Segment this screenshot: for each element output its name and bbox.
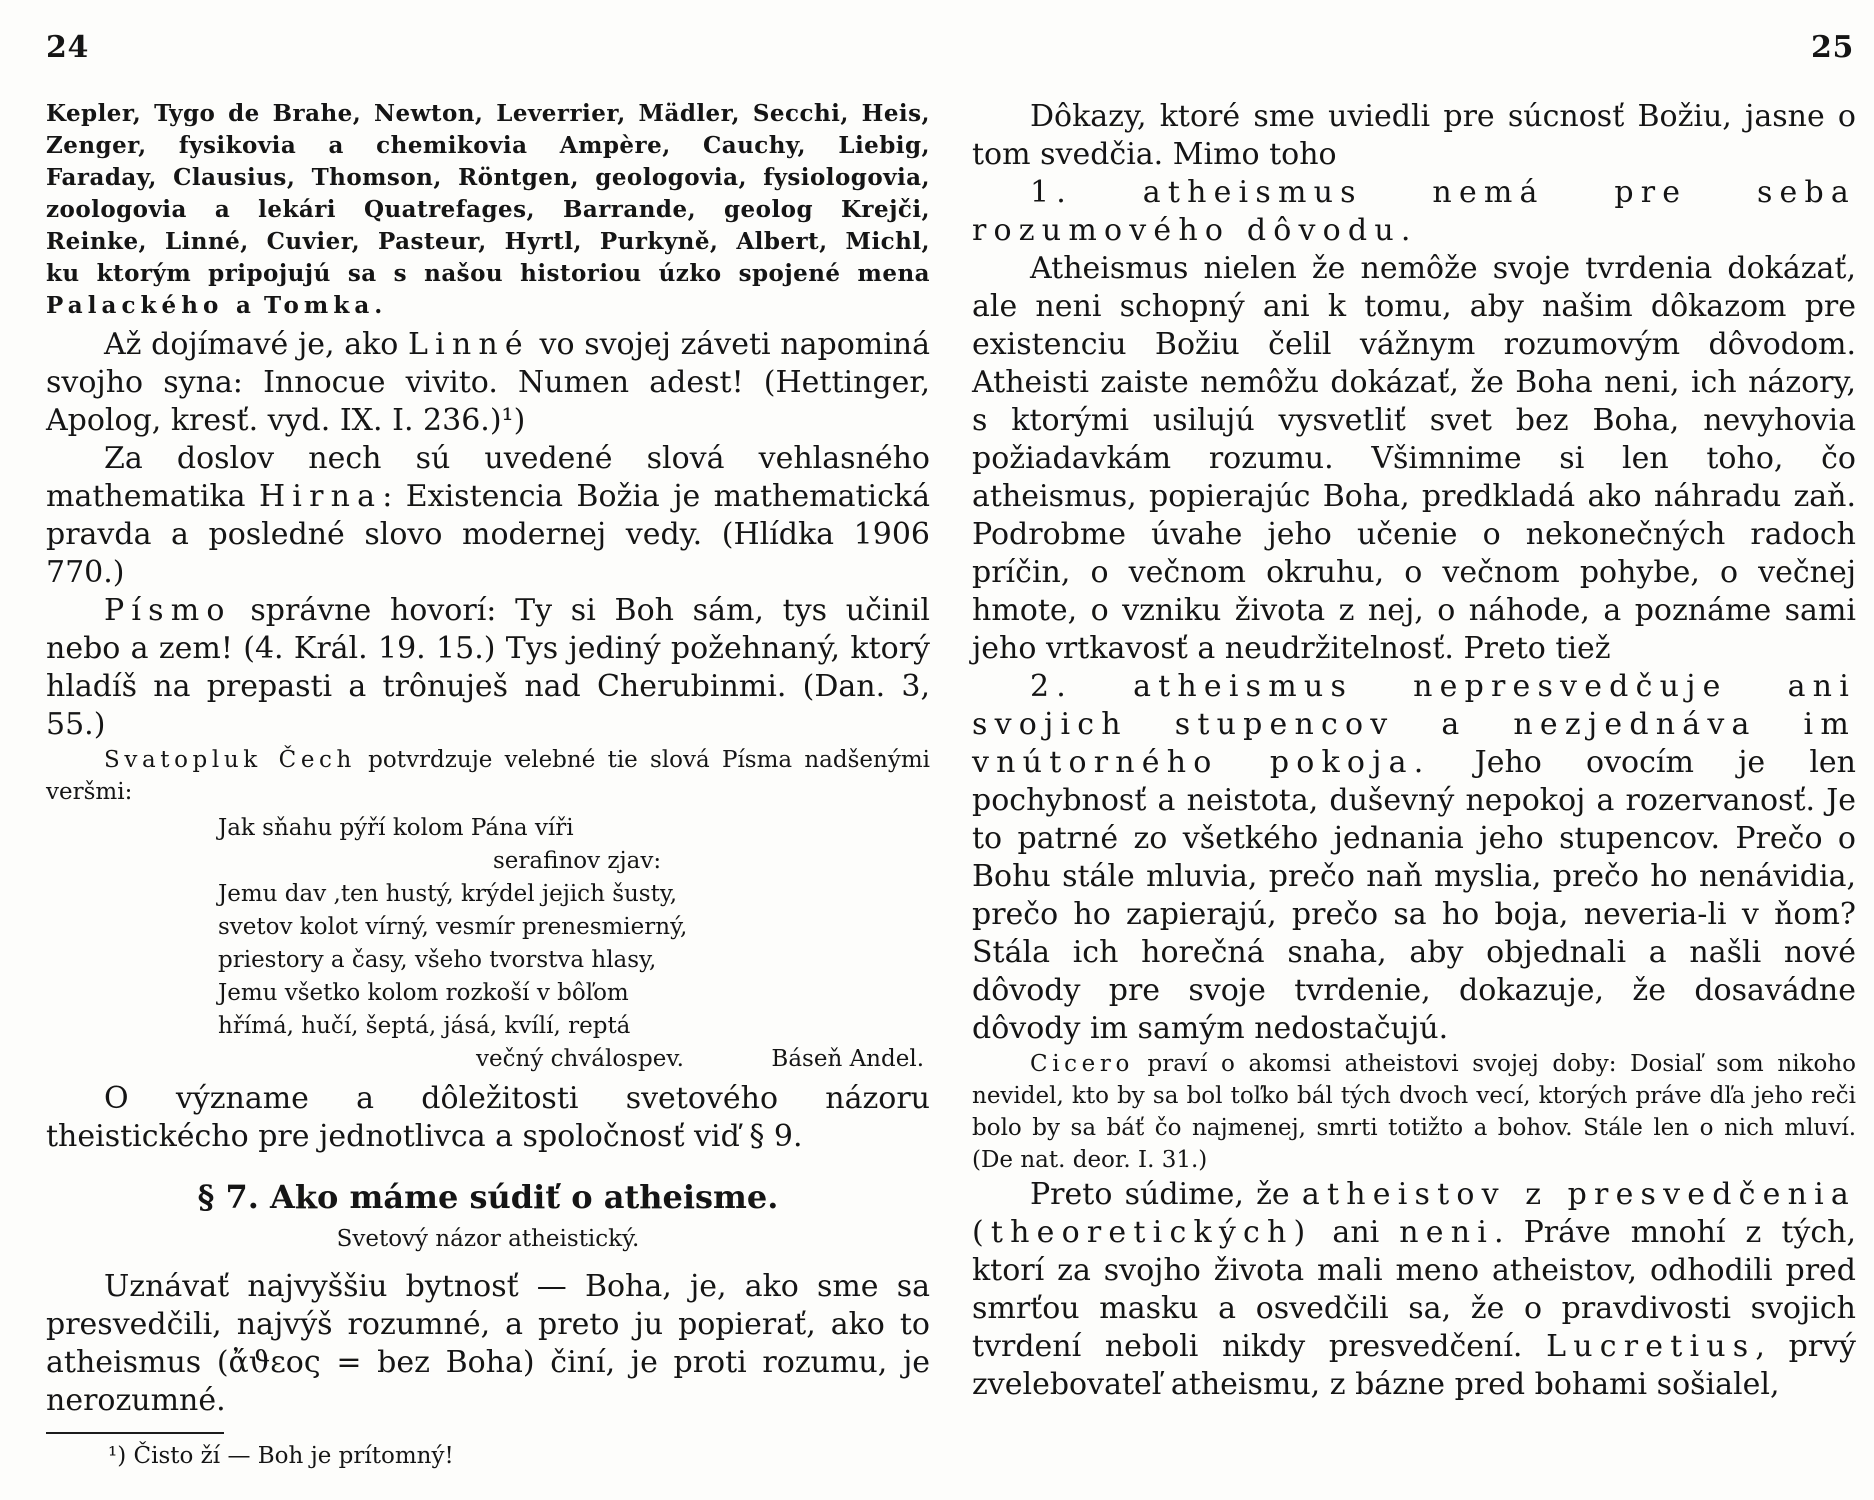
text-segment: O význame a dôležitosti svetového názoru theistickécho pre jednotlivca a spoločnosť viď § 9. [46, 1081, 930, 1154]
verse-line [218, 1010, 930, 1043]
text-segment: Dôkazy, ktoré sme uviedli pre súcnosť Božiu, jasne o tom svedčia. Mimo toho [972, 99, 1856, 172]
spaced-text-segment: Hirna [258, 479, 383, 514]
verse-line [218, 845, 930, 878]
body-paragraph [972, 250, 1856, 668]
spaced-text-segment: atheistov z presvedčenia [1301, 1177, 1856, 1212]
spaced-text-segment: Tomka [263, 292, 375, 319]
spaced-text-segment: (theoretických) [972, 1215, 1313, 1250]
text-segment: Kepler, Tygo de Brahe, Newton, Leverrier, Mädler, Secchi, Heis, Zenger, fysikovia a chemikovia Ampère, Cauchy, Liebig, Faraday, Clausius, Thomson, Röntgen, geologovia, fysiologovia, zoologovia a lekári Quatrefages, Barrande, geolog Krejči, Reinke, Linné, Cuvier, Pasteur, Hyrtl, Purkyně, Albert, Michl, ku ktorým pripojujú sa s našou historiou úzko spojené mena [46, 100, 930, 287]
text-segment: ani [1312, 1215, 1400, 1250]
text-segment: , prvý zvelebovateľ atheismu, z bázne pred bohami sošialel, [972, 1329, 1857, 1402]
text-segment: Až dojímavé je, ako [104, 327, 408, 362]
verse-line-text: Jak sňahu pýří kolom Pána víři [218, 815, 574, 841]
text-segment: Za doslov nech sú uvedené slová vehlasného mathematika [46, 441, 930, 514]
body-paragraph [46, 1268, 930, 1420]
intro-names-paragraph [46, 98, 930, 322]
verse-line-text: priestory a časy, všeho tvorstva hlasy, [218, 947, 657, 973]
page-24 [46, 0, 930, 1500]
text-segment: Atheismus nielen že nemôže svoje tvrdenia dokázať, ale neni schopný ani k tomu, aby našim dôkazom pre existenciu Božiu čelil vážnym rozumovým dôvodom. Atheisti zaiste nemôžu dokázať, že Boha neni, ich názory, s ktorými usilujú vysvetliť svet bez Boha, nevyhovia požiadavkám rozumu. Všimnime si len toho, čo atheismus, popierajúc Boha, predkladá ako náhradu zaň. Podrobme úvahe jeho učenie o nekonečných radoch príčin, o večnom okruhu, o večnom pohybe, o večnej hmote, o vzniku života z nej, o náhode, a poznáme sami jeho vrtkavosť a neudržitelnosť. Preto tiež [972, 251, 1856, 666]
body-paragraph [972, 668, 1856, 1048]
spaced-text-segment: Linné [407, 327, 530, 362]
body-paragraph [46, 1080, 930, 1156]
text-segment: : Existencia Božia je mathematická pravda a posledné slovo modernej vedy. (Hlídka 1906 770.) [46, 479, 930, 590]
spaced-text-segment: Svatopluk Čech [104, 747, 356, 773]
small-print-paragraph [46, 744, 930, 808]
text-segment: . Práve mnohí z tých, ktorí za svojho života mali meno atheistov, odhodili pred smrťou masku a osvedčili sa, že o pravdivosti svojich tvrdení neboli nikdy presvedčení. [972, 1215, 1856, 1364]
spaced-text-segment: Palackého [46, 292, 224, 319]
verse-line-text: serafinov zjav: [493, 848, 662, 874]
body-paragraph [46, 326, 930, 440]
spaced-text-segment: 2. atheismus nepresvedčuje ani svojich stupencov a nezjednáva im vnútorného pokoja. [972, 669, 1856, 780]
text-segment: správne hovorí: Ty si Boh sám, tys učinil nebo a zem! (4. Král. 19. 15.) Tys jediný požehnaný, ktorý hladíš na prepasti a trônuješ nad Cherubinmi. (Dan. 3, 55.) [46, 593, 930, 742]
small-print-paragraph [972, 1048, 1856, 1176]
text-segment: vo svojej záveti napominá svojho syna: Innocue vivito. Numen adest! (Hettinger, Apolog, kresť. vyd. IX. I. 236.)¹) [46, 327, 931, 438]
spaced-text-segment: 1. atheismus nemá pre seba rozumového dôvodu. [972, 175, 1856, 248]
spaced-text-segment: Lucretius [1546, 1329, 1756, 1364]
page-25 [972, 0, 1856, 1500]
page-25-body [972, 98, 1856, 1404]
text-segment: praví o akomsi atheistovi svojej doby: Dosiaľ som nikoho nevidel, kto by sa bol toľko bál tých dvoch vecí, ktorých práve dľa jeho reči bolo by sa báť čo najmenej, smrti totižto a bohov. Stále len o nich mluví. (De nat. deor. I. 31.) [972, 1051, 1856, 1173]
spaced-text-segment: Písmo [104, 593, 232, 628]
text-segment: ¹) Čisto ží — Boh je prítomný! [108, 1443, 454, 1469]
text-segment: Preto súdime, že [1030, 1177, 1302, 1212]
footnote-text [46, 1440, 930, 1472]
section-subtitle [46, 1226, 930, 1252]
poem-attribution: Báseň Andel. [771, 1046, 924, 1072]
page-24-body [46, 98, 930, 1472]
verse-line-text: večný chválospev. [476, 1046, 684, 1072]
verse-line [218, 878, 930, 911]
poem-block [218, 812, 930, 1076]
text-segment: Uznávať najvyššiu bytnosť — Boha, je, ako sme sa presvedčili, najvýš rozumné, a preto ju popierať, ako to atheismus (ἄϑεος = bez Boha) činí, je proti rozumu, je nerozumné. [46, 1269, 930, 1418]
verse-line-text: Jemu všetko kolom rozkoší v bôľom [218, 980, 629, 1006]
verse-line [218, 977, 930, 1010]
body-paragraph [46, 592, 930, 744]
verse-line-text: hřímá, hučí, šeptá, jásá, kvílí, reptá [218, 1013, 631, 1039]
section-heading [46, 1178, 930, 1216]
text-segment: Svetový názor atheistický. [336, 1226, 640, 1252]
verse-line [218, 812, 930, 845]
spaced-text-segment: Cicero [1030, 1051, 1134, 1077]
text-segment: potvrdzuje velebné tie slová Písma nadšenými veršmi: [46, 747, 931, 805]
footnote-rule [46, 1432, 224, 1434]
text-segment: Jeho ovocím je len pochybnosť a neistota, duševný nepokoj a rozervanosť. Je to patrné zo všetkého jednania jeho stupencov. Prečo o Bohu stále mluvia, prečo naň myslia, prečo ho nenávidia, prečo ho zapierajú, prečo sa ho boja, neveria-li v ňom? Stála ich horečná snaha, aby objednali a našli nové dôvody pre svoje tvrdenie, dokazuje, že dosavádne dôvody im samým nedostačujú. [972, 745, 1857, 1046]
text-segment: a [223, 292, 264, 319]
body-paragraph [972, 1176, 1856, 1404]
body-paragraph [46, 440, 930, 592]
spaced-text-segment: neni [1399, 1215, 1495, 1250]
body-paragraph [972, 98, 1856, 174]
verse-line [218, 1043, 930, 1076]
verse-line [218, 911, 930, 944]
page-number-right: 25 [1811, 30, 1854, 65]
page-number-left: 24 [46, 30, 89, 65]
verse-line-text: Jemu dav ,ten hustý, krýdel jejich šusty, [218, 881, 678, 907]
body-paragraph [972, 174, 1856, 250]
text-segment: § 7. Ako máme súdiť o atheisme. [197, 1178, 779, 1216]
verse-line [218, 944, 930, 977]
text-segment: . [374, 292, 383, 319]
verse-line-text: svetov kolot vírný, vesmír prenesmierný, [218, 914, 688, 940]
